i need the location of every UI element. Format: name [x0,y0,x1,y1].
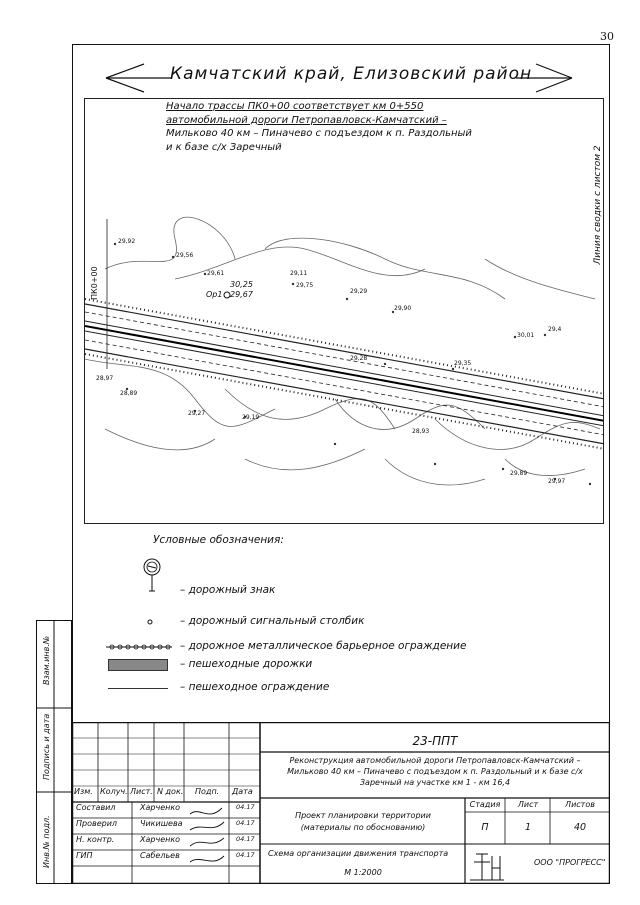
col-header-rev: Изм. [74,787,93,796]
elevation-mark: 28,89 [120,390,138,397]
elevation-mark: 29,28 [350,355,368,362]
match-line-text: Линия сводки с листом 2 [593,145,603,265]
staff-name: Сабельев [140,851,180,860]
elevation-mark: 29,35 [454,360,472,367]
sheets-value: 40 [573,822,587,833]
point-value-bottom: 29,67 [230,290,253,299]
project-name-line: Мильково 40 км – Пиначево с подъездом к п. Раздольный и к базе с/х [287,767,583,776]
stage-value: П [481,822,489,833]
elevation-mark: 28,93 [412,428,430,435]
company-logo [470,854,504,880]
legend-label-barrier: – дорожное металлическое барьерное ограждение [180,640,467,652]
elevation-mark: 29,29 [350,288,368,295]
project-name-line: Реконструкция автомобильной дороги Петропавловск-Камчатский – [289,756,581,765]
legend-label-signal-post: – дорожный сигнальный столбик [180,615,365,627]
col-header-sheet: Лист. [130,787,153,796]
start-note-line: автомобильной дороги Петропавловск-Камчатский – [166,114,447,126]
elevation-mark: 29,75 [296,282,314,289]
stage-header: Стадия [469,800,501,809]
staff-date: 04.17 [236,819,255,827]
project-name-line: Заречный на участке км 1 - км 16,4 [359,778,511,787]
elevation-mark: 29,89 [510,470,528,477]
project-name [262,755,608,788]
page-number: 30 [600,30,614,43]
signature-date-label: Подпись и дата [42,713,51,780]
scale: М 1:2000 [344,868,382,877]
sheet-value: 1 [524,822,532,833]
replaced-inv-label: Взам.инв.№ [42,635,51,685]
document-title-line: (материалы по обоснованию) [300,823,426,832]
point-value-top: 30,25 [230,280,253,289]
elevation-mark: 29,90 [394,305,412,312]
col-header-doc: N док. [157,787,184,796]
point-label: Ор1 [206,290,223,299]
elevation-mark: 29,97 [548,478,566,485]
staff-name: Чикишева [140,819,183,828]
col-header-signature: Подп. [195,787,220,796]
staff-date: 04.17 [236,835,255,843]
legend-label-footpath: – пешеходные дорожки [180,658,313,670]
document-title [262,810,464,834]
document-title-line: Проект планировки территории [295,811,431,820]
start-note-line: Начало трассы ПК0+00 соответствует км 0+550 [166,101,424,112]
road-plan [85,99,604,524]
legend-label-fence: – пешеходное ограждение [180,681,330,693]
staff-date: 04.17 [236,851,255,859]
company-name: ООО "ПРОГРЕСС" [534,858,606,867]
staff-role: Проверил [76,819,118,828]
elevation-mark: 29,61 [207,270,225,277]
match-line-note [589,140,607,270]
route-start-note [166,100,526,154]
sheets-header: Листов [565,800,595,809]
staff-role: Н. контр. [76,835,115,844]
elevation-mark: 29,19 [242,414,260,421]
road-sign-icon [140,555,168,597]
signal-post-icon [144,616,156,628]
elevation-mark: 29,56 [176,252,194,259]
legend-label-road-sign: – дорожный знак [180,584,276,596]
elevation-mark: 30,01 [517,332,535,339]
document-code: 23-ППТ [412,734,458,748]
metal-barrier-icon [104,640,176,654]
footpath-icon [108,659,168,671]
original-inv-label: Инв.№ подл. [42,815,51,868]
col-header-date: Дата [232,787,253,796]
pk-label: ПК0+00 [90,266,99,300]
staff-name: Харченко [140,803,181,812]
staff-date: 04.17 [236,803,255,811]
elevation-mark: 29,92 [118,238,136,245]
start-note-line: и к базе с/х Заречный [166,141,282,153]
pedestrian-fence-icon [108,688,168,689]
sheet-title: Схема организации движения транспорта [268,849,449,858]
elevation-mark: 29,11 [290,270,308,277]
elevation-mark: 29,27 [188,410,206,417]
staff-name: Харченко [140,835,181,844]
sheet-header: Лист [517,800,539,809]
elevation-mark: 29,4 [548,326,562,333]
elevation-mark: 28,97 [96,375,114,382]
legend-title: Условные обозначения: [153,534,284,546]
staff-role: ГИП [76,851,93,860]
region-title: Камчатский край, Елизовский район [170,64,533,84]
start-note-line: Мильково 40 км – Пиначево с подъездом к п. Раздольный [166,128,472,139]
map-area [84,98,604,524]
staff-role: Составил [76,803,116,812]
col-header-count: Колуч. [100,787,128,796]
